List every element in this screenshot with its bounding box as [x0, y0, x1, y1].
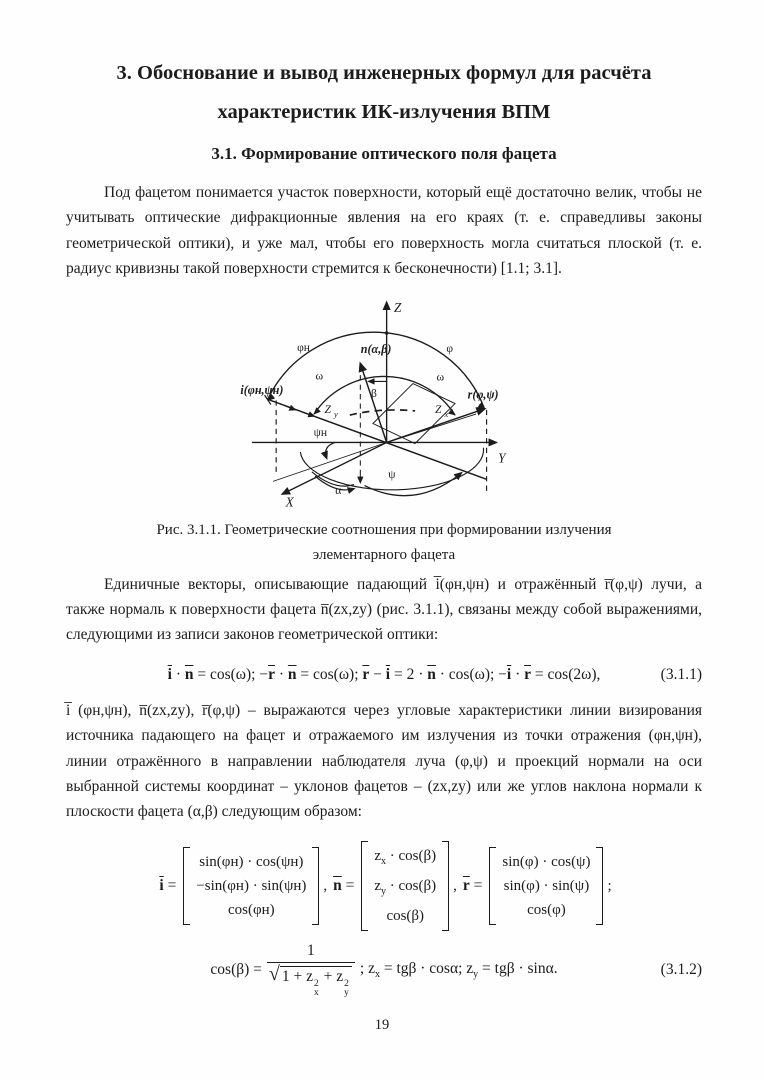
matrix-n-sub-x: x	[381, 855, 387, 867]
equation-3-1-1	[66, 662, 702, 688]
z-y-squared	[344, 980, 349, 997]
eq312-fraction	[267, 942, 355, 997]
psi-arc	[365, 473, 462, 496]
incident-ray-arrow-2	[304, 412, 315, 416]
eq312-numerator: 1	[307, 942, 315, 960]
paragraph-unit-vectors: Единичные векторы, описывающие падающий i̅(φн,ψн) и отражённый r̅(φ,ψ) лучи, а также нормаль к поверхности фацета n̅(zx,zy) (рис. 3.1.1), связаны между собой выражениями, следующими из записи законов геометрической оптики:	[66, 575, 702, 644]
eq311-text: · cos(ω); −	[435, 665, 507, 683]
matrix-end-semicolon: ;	[607, 877, 612, 894]
eq312-number: (3.1.2)	[660, 960, 702, 978]
omega-right-label: ω	[436, 370, 445, 384]
eq312-text: = tgβ · cosα; z	[379, 959, 474, 977]
paragraph-facet-definition: Под фацетом понимается участок поверхности, который ещё достаточно велик, чтобы не учитывать оптические дифракционные явления на его краях (т. е. справедливы законы геометрической оптики), и уже мал, чтобы его поверхность могла считаться плоской (т. е. радиус кривизны такой поверхности стремится к бесконечности) [1.1; 3.1].	[66, 184, 702, 278]
matrix-r-lhs	[463, 876, 483, 896]
psi-n-label: ψн	[313, 425, 328, 439]
eq311-text: = 2 ·	[390, 665, 428, 683]
matrix-n-equals: =	[341, 876, 355, 894]
phi-label: φ	[446, 341, 454, 355]
matrix-i-equals: =	[163, 876, 177, 894]
eq311-vector-r: $\overline{r}$	[362, 665, 370, 683]
matrix-separator: ,	[323, 877, 328, 894]
superscript-2: 2	[344, 979, 349, 990]
subscript-y: y	[473, 968, 479, 980]
matrix-separator: ,	[453, 877, 457, 894]
figure-3-1-1	[66, 292, 702, 568]
eq311-text: = cos(2ω),	[531, 665, 601, 683]
matrix-n-row	[374, 876, 436, 902]
figure-caption-line2: элементарного фацета	[312, 546, 456, 563]
reflected-ray-extension	[273, 442, 387, 481]
psi-label: ψ	[388, 467, 396, 481]
subscript-x: x	[374, 968, 380, 980]
facet-plane	[373, 383, 455, 443]
eq311-text: = cos(ω); −	[193, 665, 269, 683]
psi-n-arc	[326, 442, 335, 458]
eq311-vector-r: $\overline{r}$	[268, 665, 275, 683]
matrix-r-vector-symbol: $\overline{r}$	[462, 876, 470, 894]
bracket-right	[312, 847, 319, 925]
figure-caption	[66, 518, 702, 568]
zy-subscript: y	[334, 409, 338, 419]
matrix-n-column	[368, 841, 442, 931]
matrix-n-row	[374, 846, 436, 872]
bracket-left	[489, 847, 496, 925]
eq311-number: (3.1.1)	[660, 665, 702, 683]
radicand-text: + z	[319, 968, 344, 986]
alpha-label: α	[335, 483, 342, 497]
eq312-text: ; z	[359, 959, 375, 977]
normal-label: n(α,β)	[360, 341, 392, 356]
matrix-r-equals: =	[469, 876, 483, 894]
matrix-i-row: cos(φн)	[228, 901, 275, 918]
normal-vector	[360, 363, 386, 442]
matrix-n-row: cos(β)	[386, 907, 425, 924]
eq312-lhs: cos(β) =	[210, 960, 262, 978]
y-axis-label: Y	[498, 450, 506, 466]
chapter-title	[66, 54, 702, 132]
square-root-sign: √	[268, 963, 280, 986]
section-heading: 3.1. Формирование оптического поля фацета	[211, 144, 557, 163]
eq311-text: = cos(ω);	[296, 665, 363, 683]
omega-left-label: ω	[315, 368, 324, 382]
bracket-right	[596, 847, 603, 925]
matrix-n	[361, 841, 449, 931]
equation-vector-matrices	[66, 841, 702, 931]
eq312-tail	[360, 960, 558, 980]
matrix-n-vector-symbol: $\overline{n}$	[333, 876, 342, 894]
z-x-squared	[314, 980, 319, 997]
matrix-n-lhs	[333, 876, 354, 896]
matrix-n-cos: · cos(β)	[386, 877, 437, 894]
chapter-title-line2: характеристик ИК-излучения ВПМ	[217, 101, 551, 123]
bracket-left	[183, 847, 190, 925]
paragraph-angular-characteristics: i̅ (φн,ψн), n̅(zx,zy), r̅(φ,ψ) – выражаются через угловые характеристики линии визирования источника падающего на фацет и отражаемого им излучения из точки отражения (φн,ψн), линии отражённого в направлении наблюдателя луча (φ,ψ) и проекций нормали на оси выбранной системы координат – уклонов фацетов – (zx,zy) или же углов наклона нормали к плоскости фацета (α,β) следующим образом:	[66, 701, 702, 821]
superscript-2: 2	[314, 979, 319, 990]
eq311-text: ·	[274, 665, 288, 683]
x-axis-label: X	[285, 494, 294, 510]
beta-label: β	[371, 386, 377, 400]
eq311-vector-r: $\overline{r}$	[524, 665, 532, 683]
incident-ray-arrow-1	[285, 405, 296, 409]
matrix-i-vector-symbol: $\overline{i}$	[159, 876, 164, 894]
eq312-text: = tgβ · sinα.	[478, 959, 558, 977]
matrix-n-cos: · cos(β)	[386, 847, 437, 864]
matrix-r-column	[496, 847, 596, 925]
subscript-y: y	[344, 987, 349, 998]
eq311-vector-n: $\overline{n}$	[287, 665, 297, 683]
matrix-n-z: z	[374, 847, 382, 864]
zy-label: Z	[324, 402, 331, 416]
matrix-i-lhs	[159, 876, 176, 896]
matrix-i-row: sin(φн) · cos(ψн)	[199, 853, 304, 870]
facet-geometry-diagram	[234, 292, 534, 514]
chapter-title-line1: 3. Обоснование и вывод инженерных формул для расчёта	[116, 62, 652, 84]
eq311-vector-n: $\overline{n}$	[427, 665, 436, 683]
bracket-right	[442, 841, 449, 931]
figure-caption-line1: Рис. 3.1.1. Геометрические соотношения при формировании излучения	[156, 521, 612, 538]
reflected-label: r(φ,ψ)	[467, 386, 499, 401]
zx-subscript: x	[444, 409, 449, 419]
eq312-denominator	[267, 962, 355, 997]
matrix-r	[489, 847, 603, 925]
eq311-vector-n: $\overline{n}$	[184, 665, 194, 683]
eq311-vector-i: $\overline{i}$	[385, 665, 391, 683]
incident-label: i(φн,ψн)	[240, 382, 284, 397]
eq311-text: ·	[511, 665, 525, 683]
eq311-text: −	[369, 665, 386, 683]
matrix-i-column	[190, 847, 312, 925]
matrix-n-z: z	[374, 877, 382, 894]
bracket-left	[361, 841, 368, 931]
radicand-text: 1 + z	[281, 968, 314, 986]
eq311-vector-i: $\overline{i}$	[506, 665, 512, 683]
eq311-text: ·	[171, 665, 185, 683]
zx-label: Z	[435, 402, 442, 416]
matrix-r-row: cos(φ)	[527, 901, 566, 918]
z-axis-label: Z	[393, 299, 402, 315]
matrix-i-row: −sin(φн) · sin(ψн)	[196, 877, 307, 894]
phi-n-label: φн	[297, 340, 310, 354]
matrix-i	[183, 847, 319, 925]
eq312-radicand	[280, 966, 352, 997]
page-number: 19	[374, 1017, 390, 1033]
equation-3-1-2	[66, 939, 702, 1001]
subscript-x: x	[314, 987, 319, 998]
eq311-vector-i: $\overline{i}$	[167, 665, 172, 683]
matrix-r-row: sin(φ) · cos(ψ)	[502, 853, 591, 870]
matrix-n-sub-y: y	[381, 885, 387, 897]
matrix-r-row: sin(φ) · sin(ψ)	[503, 877, 590, 894]
